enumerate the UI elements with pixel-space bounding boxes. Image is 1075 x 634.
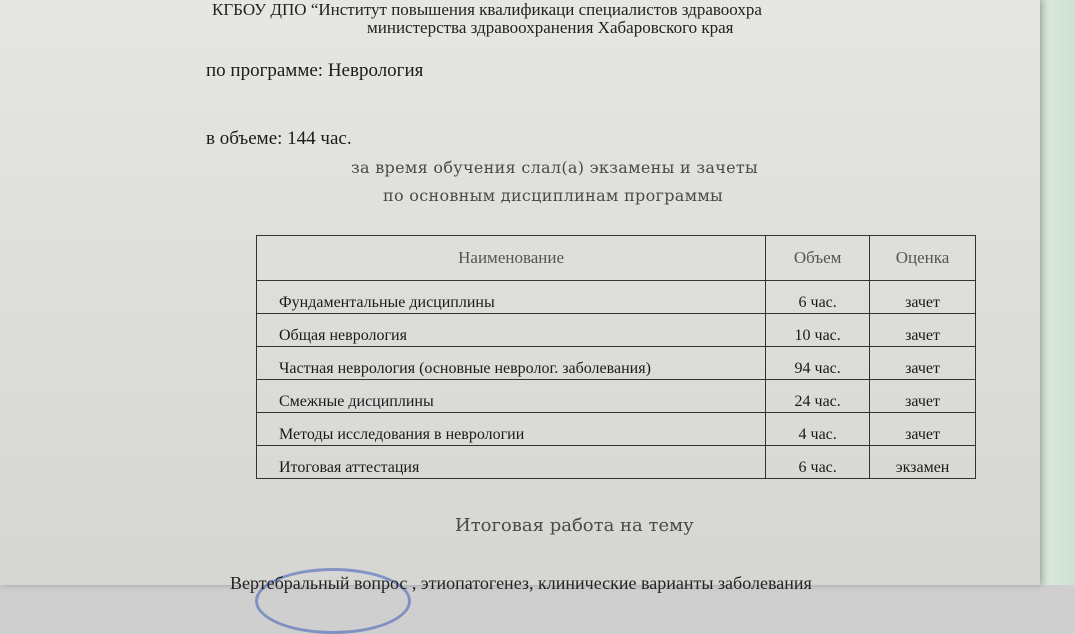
table-row	[257, 446, 976, 479]
exams-subtitle-line2: по основным дисциплинам программы	[383, 186, 724, 205]
discipline-hours: 24 час.	[766, 380, 870, 413]
discipline-grade: зачет	[870, 413, 976, 446]
discipline-hours: 4 час.	[766, 413, 870, 446]
discipline-grade: зачет	[870, 380, 976, 413]
discipline-grade: зачет	[870, 281, 976, 314]
table-row	[257, 380, 976, 413]
discipline-name: Частная неврология (основные невролог. заболевания)	[257, 347, 766, 380]
institution-header-line2: министерства здравоохранения Хабаровского края	[367, 18, 734, 37]
grades-table	[256, 235, 976, 479]
discipline-hours: 6 час.	[766, 281, 870, 314]
background-surface	[1035, 0, 1075, 585]
table-row	[257, 314, 976, 347]
discipline-grade: зачет	[870, 314, 976, 347]
column-header-name: Наименование	[257, 236, 766, 281]
table-row	[257, 413, 976, 446]
table-header-row	[257, 236, 976, 281]
program-line: по программе: Неврология	[206, 60, 424, 81]
discipline-grade: зачет	[870, 347, 976, 380]
discipline-hours: 94 час.	[766, 347, 870, 380]
final-work-heading: Итоговая работа на тему	[455, 515, 694, 536]
column-header-hours: Объем	[766, 236, 870, 281]
discipline-hours: 6 час.	[766, 446, 870, 479]
table-row	[257, 281, 976, 314]
institution-header-line1: КГБОУ ДПО “Институт повышения квалификаци специалистов здравоохра	[212, 0, 762, 19]
discipline-name: Итоговая аттестация	[257, 446, 766, 479]
column-header-grade: Оценка	[870, 236, 976, 281]
discipline-hours: 10 час.	[766, 314, 870, 347]
exams-subtitle-line1: за время обучения слал(а) экзамены и зачеты	[351, 158, 759, 177]
discipline-name: Фундаментальные дисциплины	[257, 281, 766, 314]
discipline-name: Общая неврология	[257, 314, 766, 347]
table-row	[257, 347, 976, 380]
discipline-grade: экзамен	[870, 446, 976, 479]
discipline-name: Смежные дисциплины	[257, 380, 766, 413]
volume-line: в объеме: 144 час.	[206, 128, 352, 149]
final-work-topic: Вертебральный вопрос , этиопатогенез, клинические варианты заболевания	[230, 573, 812, 593]
discipline-name: Методы исследования в неврологии	[257, 413, 766, 446]
